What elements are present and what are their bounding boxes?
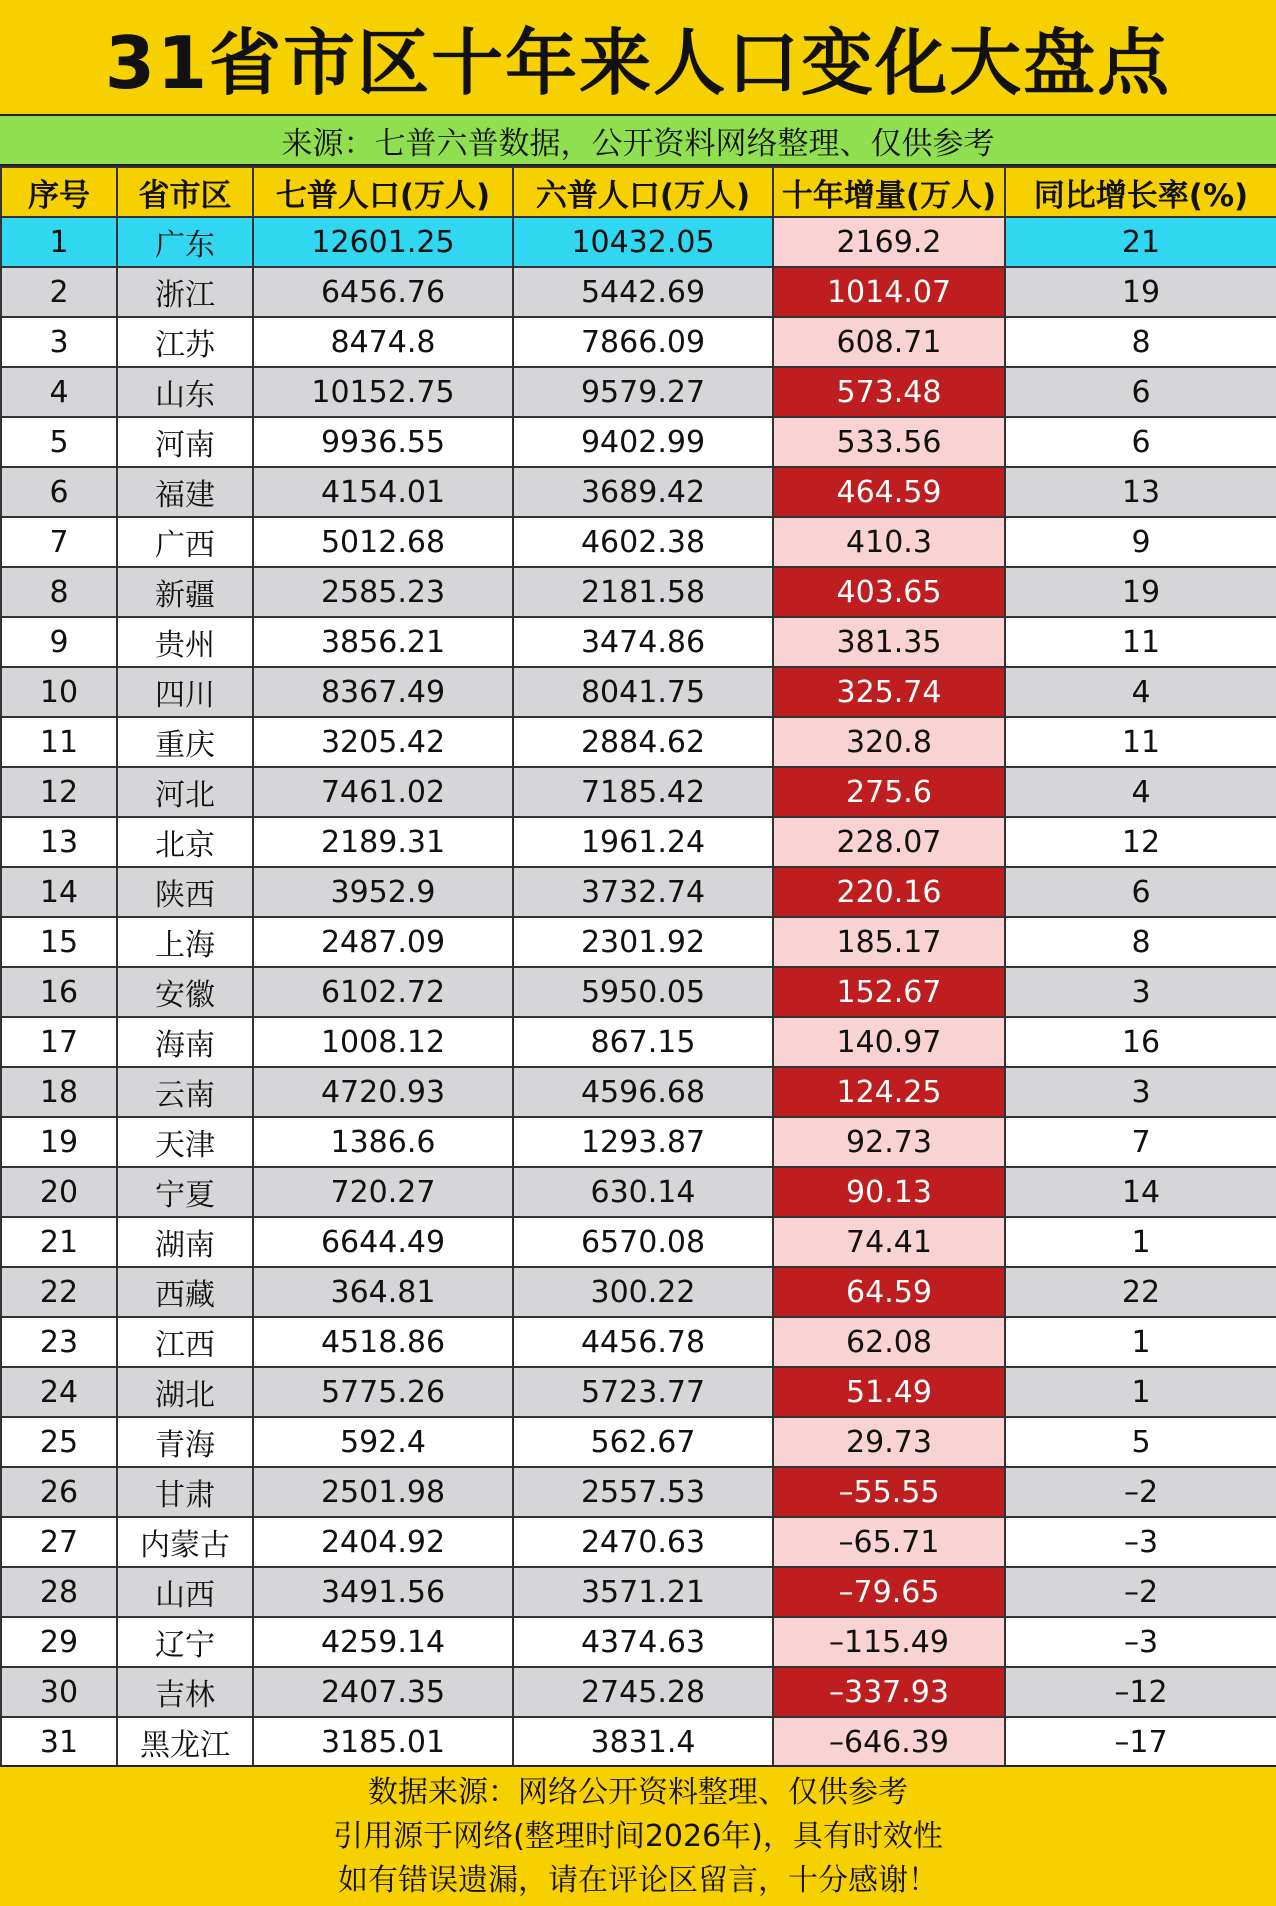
cell-census6: 300.22 xyxy=(513,1267,773,1317)
cell-region: 黑龙江 xyxy=(117,1717,253,1767)
table-row xyxy=(1,467,1276,517)
cell-increase: 152.67 xyxy=(773,967,1005,1017)
cell-region: 辽宁 xyxy=(117,1617,253,1667)
cell-increase: 220.16 xyxy=(773,867,1005,917)
footer-line: 如有错误遗漏，请在评论区留言，十分感谢！ xyxy=(338,1862,938,1898)
cell-region: 吉林 xyxy=(117,1667,253,1717)
cell-region: 山东 xyxy=(117,367,253,417)
cell-increase: –79.65 xyxy=(773,1567,1005,1617)
cell-growth-rate: 6 xyxy=(1005,417,1276,467)
cell-region: 西藏 xyxy=(117,1267,253,1317)
cell-increase: –115.49 xyxy=(773,1617,1005,1667)
cell-growth-rate: 3 xyxy=(1005,1067,1276,1117)
table-row xyxy=(1,267,1276,317)
cell-growth-rate: 1 xyxy=(1005,1217,1276,1267)
cell-census6: 9402.99 xyxy=(513,417,773,467)
cell-census7: 9936.55 xyxy=(253,417,513,467)
cell-census7: 1008.12 xyxy=(253,1017,513,1067)
cell-region: 北京 xyxy=(117,817,253,867)
cell-census7: 6456.76 xyxy=(253,267,513,317)
cell-growth-rate: 19 xyxy=(1005,267,1276,317)
cell-region: 上海 xyxy=(117,917,253,967)
footer-line: 引用源于网络(整理时间2026年)，具有时效性 xyxy=(333,1818,943,1854)
cell-increase: 381.35 xyxy=(773,617,1005,667)
cell-census7: 12601.25 xyxy=(253,217,513,267)
table-row xyxy=(1,1017,1276,1067)
cell-growth-rate: 3 xyxy=(1005,967,1276,1017)
table-row xyxy=(1,1467,1276,1517)
table-row xyxy=(1,1317,1276,1367)
cell-increase: 573.48 xyxy=(773,367,1005,417)
cell-index: 15 xyxy=(1,917,117,967)
cell-census7: 5775.26 xyxy=(253,1367,513,1417)
cell-census6: 4596.68 xyxy=(513,1067,773,1117)
cell-region: 重庆 xyxy=(117,717,253,767)
cell-index: 5 xyxy=(1,417,117,467)
cell-increase: 410.3 xyxy=(773,517,1005,567)
cell-census6: 2301.92 xyxy=(513,917,773,967)
cell-growth-rate: 13 xyxy=(1005,467,1276,517)
cell-growth-rate: 14 xyxy=(1005,1167,1276,1217)
cell-census7: 2407.35 xyxy=(253,1667,513,1717)
cell-increase: 320.8 xyxy=(773,717,1005,767)
cell-census6: 3689.42 xyxy=(513,467,773,517)
cell-census6: 3474.86 xyxy=(513,617,773,667)
cell-index: 28 xyxy=(1,1567,117,1617)
cell-increase: 2169.2 xyxy=(773,217,1005,267)
cell-increase: 62.08 xyxy=(773,1317,1005,1367)
header-census6: 六普人口(万人) xyxy=(513,167,773,217)
cell-index: 3 xyxy=(1,317,117,367)
cell-region: 湖北 xyxy=(117,1367,253,1417)
cell-index: 12 xyxy=(1,767,117,817)
cell-census7: 4154.01 xyxy=(253,467,513,517)
cell-census7: 720.27 xyxy=(253,1167,513,1217)
cell-census6: 2884.62 xyxy=(513,717,773,767)
cell-region: 湖南 xyxy=(117,1217,253,1267)
cell-census6: 8041.75 xyxy=(513,667,773,717)
cell-index: 30 xyxy=(1,1667,117,1717)
cell-region: 宁夏 xyxy=(117,1167,253,1217)
cell-census6: 3571.21 xyxy=(513,1567,773,1617)
cell-census7: 6644.49 xyxy=(253,1217,513,1267)
cell-growth-rate: 6 xyxy=(1005,367,1276,417)
cell-growth-rate: 12 xyxy=(1005,817,1276,867)
cell-census7: 592.4 xyxy=(253,1417,513,1467)
table-row xyxy=(1,217,1276,267)
cell-census7: 8367.49 xyxy=(253,667,513,717)
cell-growth-rate: 19 xyxy=(1005,567,1276,617)
cell-census6: 2181.58 xyxy=(513,567,773,617)
cell-increase: 51.49 xyxy=(773,1367,1005,1417)
cell-growth-rate: 11 xyxy=(1005,717,1276,767)
cell-census6: 9579.27 xyxy=(513,367,773,417)
cell-census7: 8474.8 xyxy=(253,317,513,367)
cell-census6: 6570.08 xyxy=(513,1217,773,1267)
header-region: 省市区 xyxy=(117,167,253,217)
table-row xyxy=(1,1717,1276,1767)
cell-growth-rate: 7 xyxy=(1005,1117,1276,1167)
cell-index: 24 xyxy=(1,1367,117,1417)
table-row xyxy=(1,317,1276,367)
cell-census7: 364.81 xyxy=(253,1267,513,1317)
cell-index: 14 xyxy=(1,867,117,917)
table-row xyxy=(1,1167,1276,1217)
cell-census7: 3952.9 xyxy=(253,867,513,917)
cell-increase: –65.71 xyxy=(773,1517,1005,1567)
cell-region: 四川 xyxy=(117,667,253,717)
cell-region: 天津 xyxy=(117,1117,253,1167)
cell-census6: 7185.42 xyxy=(513,767,773,817)
cell-region: 青海 xyxy=(117,1417,253,1467)
cell-region: 浙江 xyxy=(117,267,253,317)
cell-growth-rate: 9 xyxy=(1005,517,1276,567)
cell-index: 7 xyxy=(1,517,117,567)
cell-index: 17 xyxy=(1,1017,117,1067)
cell-region: 内蒙古 xyxy=(117,1517,253,1567)
cell-census6: 867.15 xyxy=(513,1017,773,1067)
cell-increase: 608.71 xyxy=(773,317,1005,367)
cell-increase: 29.73 xyxy=(773,1417,1005,1467)
table-row xyxy=(1,417,1276,467)
cell-region: 海南 xyxy=(117,1017,253,1067)
cell-region: 贵州 xyxy=(117,617,253,667)
table-row xyxy=(1,967,1276,1017)
cell-region: 云南 xyxy=(117,1067,253,1117)
cell-growth-rate: 4 xyxy=(1005,767,1276,817)
cell-region: 山西 xyxy=(117,1567,253,1617)
cell-census7: 1386.6 xyxy=(253,1117,513,1167)
footer-note xyxy=(0,1765,1276,1906)
cell-census7: 3856.21 xyxy=(253,617,513,667)
table-row xyxy=(1,1517,1276,1567)
cell-region: 甘肃 xyxy=(117,1467,253,1517)
cell-census7: 2487.09 xyxy=(253,917,513,967)
cell-region: 江西 xyxy=(117,1317,253,1367)
cell-census7: 3491.56 xyxy=(253,1567,513,1617)
table-row xyxy=(1,1417,1276,1467)
cell-increase: 325.74 xyxy=(773,667,1005,717)
cell-census6: 3732.74 xyxy=(513,867,773,917)
cell-index: 16 xyxy=(1,967,117,1017)
cell-census6: 562.67 xyxy=(513,1417,773,1467)
cell-index: 20 xyxy=(1,1167,117,1217)
cell-index: 26 xyxy=(1,1467,117,1517)
cell-growth-rate: –2 xyxy=(1005,1467,1276,1517)
cell-census6: 5442.69 xyxy=(513,267,773,317)
cell-census7: 2585.23 xyxy=(253,567,513,617)
cell-index: 10 xyxy=(1,667,117,717)
cell-census6: 4374.63 xyxy=(513,1617,773,1667)
cell-growth-rate: 22 xyxy=(1005,1267,1276,1317)
cell-increase: 90.13 xyxy=(773,1167,1005,1217)
cell-growth-rate: 16 xyxy=(1005,1017,1276,1067)
table-row xyxy=(1,867,1276,917)
cell-increase: –646.39 xyxy=(773,1717,1005,1767)
population-table xyxy=(0,166,1276,1768)
cell-census7: 2404.92 xyxy=(253,1517,513,1567)
table-row xyxy=(1,667,1276,717)
cell-increase: 1014.07 xyxy=(773,267,1005,317)
cell-increase: 275.6 xyxy=(773,767,1005,817)
cell-census7: 4259.14 xyxy=(253,1617,513,1667)
cell-region: 河北 xyxy=(117,767,253,817)
table-row xyxy=(1,367,1276,417)
cell-index: 21 xyxy=(1,1217,117,1267)
table-row xyxy=(1,1367,1276,1417)
cell-index: 13 xyxy=(1,817,117,867)
cell-increase: 533.56 xyxy=(773,417,1005,467)
cell-growth-rate: 4 xyxy=(1005,667,1276,717)
source-note: 来源：七普六普数据，公开资料网络整理、仅供参考 xyxy=(0,116,1276,166)
table-row xyxy=(1,917,1276,967)
cell-growth-rate: 21 xyxy=(1005,217,1276,267)
cell-census7: 2501.98 xyxy=(253,1467,513,1517)
cell-census7: 5012.68 xyxy=(253,517,513,567)
cell-census7: 6102.72 xyxy=(253,967,513,1017)
cell-growth-rate: 5 xyxy=(1005,1417,1276,1467)
cell-index: 22 xyxy=(1,1267,117,1317)
cell-index: 27 xyxy=(1,1517,117,1567)
cell-index: 19 xyxy=(1,1117,117,1167)
cell-index: 31 xyxy=(1,1717,117,1767)
cell-census7: 4518.86 xyxy=(253,1317,513,1367)
cell-increase: 140.97 xyxy=(773,1017,1005,1067)
cell-index: 29 xyxy=(1,1617,117,1667)
table-row xyxy=(1,617,1276,667)
cell-growth-rate: 8 xyxy=(1005,317,1276,367)
cell-index: 6 xyxy=(1,467,117,517)
table-row xyxy=(1,717,1276,767)
cell-region: 陕西 xyxy=(117,867,253,917)
cell-increase: 464.59 xyxy=(773,467,1005,517)
table-row xyxy=(1,817,1276,867)
cell-region: 新疆 xyxy=(117,567,253,617)
cell-census6: 2745.28 xyxy=(513,1667,773,1717)
cell-region: 广东 xyxy=(117,217,253,267)
cell-growth-rate: 8 xyxy=(1005,917,1276,967)
cell-census6: 2470.63 xyxy=(513,1517,773,1567)
cell-increase: 185.17 xyxy=(773,917,1005,967)
cell-census6: 2557.53 xyxy=(513,1467,773,1517)
table-row xyxy=(1,1117,1276,1167)
cell-region: 福建 xyxy=(117,467,253,517)
cell-census6: 3831.4 xyxy=(513,1717,773,1767)
table-row xyxy=(1,1617,1276,1667)
cell-census7: 4720.93 xyxy=(253,1067,513,1117)
header-growth-rate: 同比增长率(%) xyxy=(1005,167,1276,217)
table-header-row xyxy=(1,167,1276,217)
cell-index: 11 xyxy=(1,717,117,767)
cell-census6: 10432.05 xyxy=(513,217,773,267)
cell-census6: 1961.24 xyxy=(513,817,773,867)
cell-index: 9 xyxy=(1,617,117,667)
cell-increase: 92.73 xyxy=(773,1117,1005,1167)
cell-growth-rate: –2 xyxy=(1005,1567,1276,1617)
cell-increase: –337.93 xyxy=(773,1667,1005,1717)
table-row xyxy=(1,1267,1276,1317)
header-increase: 十年增量(万人) xyxy=(773,167,1005,217)
cell-growth-rate: –3 xyxy=(1005,1517,1276,1567)
cell-increase: 403.65 xyxy=(773,567,1005,617)
table-row xyxy=(1,517,1276,567)
table-row xyxy=(1,1067,1276,1117)
cell-growth-rate: –17 xyxy=(1005,1717,1276,1767)
cell-index: 1 xyxy=(1,217,117,267)
cell-census7: 7461.02 xyxy=(253,767,513,817)
cell-growth-rate: –12 xyxy=(1005,1667,1276,1717)
cell-census6: 5950.05 xyxy=(513,967,773,1017)
cell-census6: 4456.78 xyxy=(513,1317,773,1367)
cell-census6: 1293.87 xyxy=(513,1117,773,1167)
cell-census7: 10152.75 xyxy=(253,367,513,417)
cell-region: 江苏 xyxy=(117,317,253,367)
table-row xyxy=(1,1567,1276,1617)
cell-census6: 5723.77 xyxy=(513,1367,773,1417)
cell-increase: 124.25 xyxy=(773,1067,1005,1117)
cell-index: 18 xyxy=(1,1067,117,1117)
table-body xyxy=(1,217,1276,1767)
cell-index: 23 xyxy=(1,1317,117,1367)
cell-increase: –55.55 xyxy=(773,1467,1005,1517)
cell-index: 4 xyxy=(1,367,117,417)
table-row xyxy=(1,1667,1276,1717)
table-row xyxy=(1,767,1276,817)
cell-index: 8 xyxy=(1,567,117,617)
cell-growth-rate: 1 xyxy=(1005,1367,1276,1417)
cell-census6: 7866.09 xyxy=(513,317,773,367)
cell-growth-rate: 6 xyxy=(1005,867,1276,917)
table-row xyxy=(1,567,1276,617)
cell-increase: 64.59 xyxy=(773,1267,1005,1317)
cell-census6: 4602.38 xyxy=(513,517,773,567)
cell-increase: 228.07 xyxy=(773,817,1005,867)
cell-region: 河南 xyxy=(117,417,253,467)
cell-increase: 74.41 xyxy=(773,1217,1005,1267)
cell-index: 25 xyxy=(1,1417,117,1467)
footer-line: 数据来源：网络公开资料整理、仅供参考 xyxy=(368,1774,908,1810)
cell-growth-rate: 1 xyxy=(1005,1317,1276,1367)
cell-index: 2 xyxy=(1,267,117,317)
page-title: 31省市区十年来人口变化大盘点 xyxy=(0,0,1276,116)
header-census7: 七普人口(万人) xyxy=(253,167,513,217)
cell-census7: 3205.42 xyxy=(253,717,513,767)
cell-region: 安徽 xyxy=(117,967,253,1017)
cell-census7: 2189.31 xyxy=(253,817,513,867)
cell-census7: 3185.01 xyxy=(253,1717,513,1767)
header-index: 序号 xyxy=(1,167,117,217)
table-row xyxy=(1,1217,1276,1267)
cell-census6: 630.14 xyxy=(513,1167,773,1217)
cell-region: 广西 xyxy=(117,517,253,567)
cell-growth-rate: –3 xyxy=(1005,1617,1276,1667)
cell-growth-rate: 11 xyxy=(1005,617,1276,667)
